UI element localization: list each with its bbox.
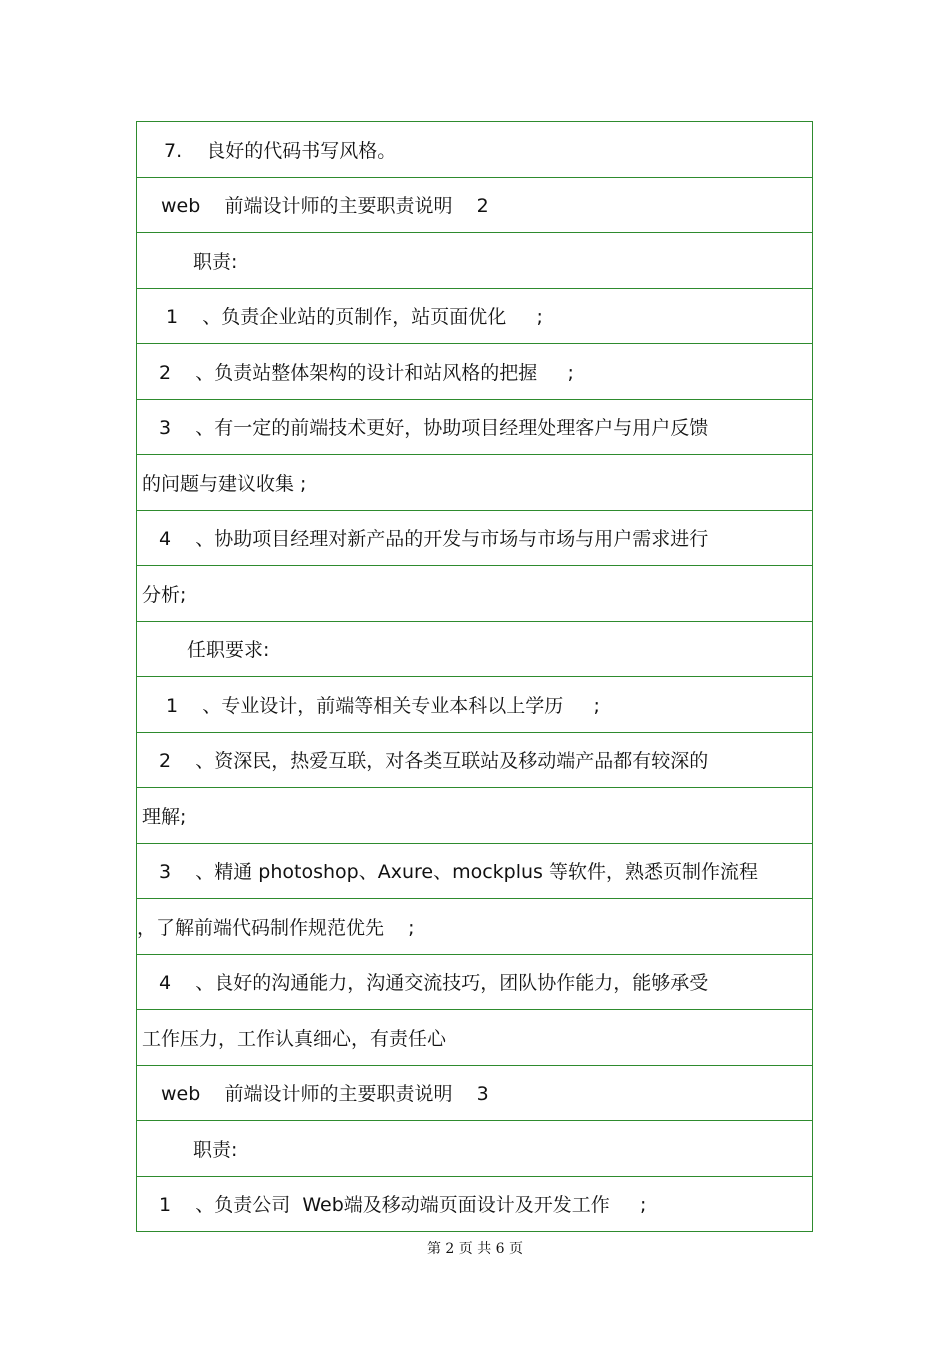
- page-footer: [0, 1238, 950, 1258]
- row-text: 职责:: [193, 250, 238, 273]
- row-text: 1 、专业设计，前端等相关专业本科以上学历 ;: [166, 694, 600, 717]
- table-row: [137, 844, 812, 900]
- table-row: [137, 455, 812, 511]
- row-text: web 前端设计师的主要职责说明 3: [161, 1083, 489, 1106]
- row-text: 的问题与建议收集 ;: [142, 472, 307, 495]
- row-text: 4 、协助项目经理对新产品的开发与市场与市场与用户需求进行: [159, 528, 709, 551]
- table-row: [137, 733, 812, 789]
- table-row: [137, 511, 812, 567]
- table-row: [137, 566, 812, 622]
- table-row: [137, 955, 812, 1011]
- row-text: 分析;: [142, 583, 187, 606]
- table-row: [137, 1177, 812, 1233]
- table-row: [137, 289, 812, 345]
- row-text: 2 、负责站整体架构的设计和站风格的把握 ;: [159, 361, 574, 384]
- table-row: [137, 400, 812, 456]
- table-row: [137, 178, 812, 234]
- row-text: 3 、有一定的前端技术更好，协助项目经理处理客户与用户反馈: [159, 417, 709, 440]
- table-row: [137, 1010, 812, 1066]
- table-row: [137, 1121, 812, 1177]
- row-text: 任职要求:: [187, 639, 270, 662]
- row-text: 3 、精通 photoshop、Axure、mockplus 等软件，熟悉页制作流程: [159, 861, 758, 884]
- row-text: 1 、负责企业站的页制作，站页面优化 ;: [166, 306, 543, 329]
- table-row: [137, 344, 812, 400]
- row-text: web 前端设计师的主要职责说明 2: [161, 195, 489, 218]
- row-text: ，了解前端代码制作规范优先 ;: [137, 916, 415, 939]
- table-row: [137, 788, 812, 844]
- table-row: [137, 1066, 812, 1122]
- row-text: 7. 良好的代码书写风格。: [164, 139, 397, 162]
- row-text: 理解;: [142, 805, 187, 828]
- page-number-text: 第 2 页 共 6 页: [426, 1241, 524, 1257]
- row-text: 职责:: [193, 1138, 238, 1161]
- table-row: [137, 622, 812, 678]
- row-text: 工作压力，工作认真细心，有责任心: [142, 1027, 447, 1050]
- table-row: [137, 233, 812, 289]
- row-text: 1 、负责公司 Web端及移动端页面设计及开发工作 ;: [159, 1194, 647, 1217]
- document-table: [136, 121, 813, 1232]
- row-text: 2 、资深民，热爱互联，对各类互联站及移动端产品都有较深的: [159, 750, 709, 773]
- row-text: 4 、良好的沟通能力，沟通交流技巧，团队协作能力，能够承受: [159, 972, 709, 995]
- table-row: [137, 677, 812, 733]
- table-row: [137, 122, 812, 178]
- table-row: [137, 899, 812, 955]
